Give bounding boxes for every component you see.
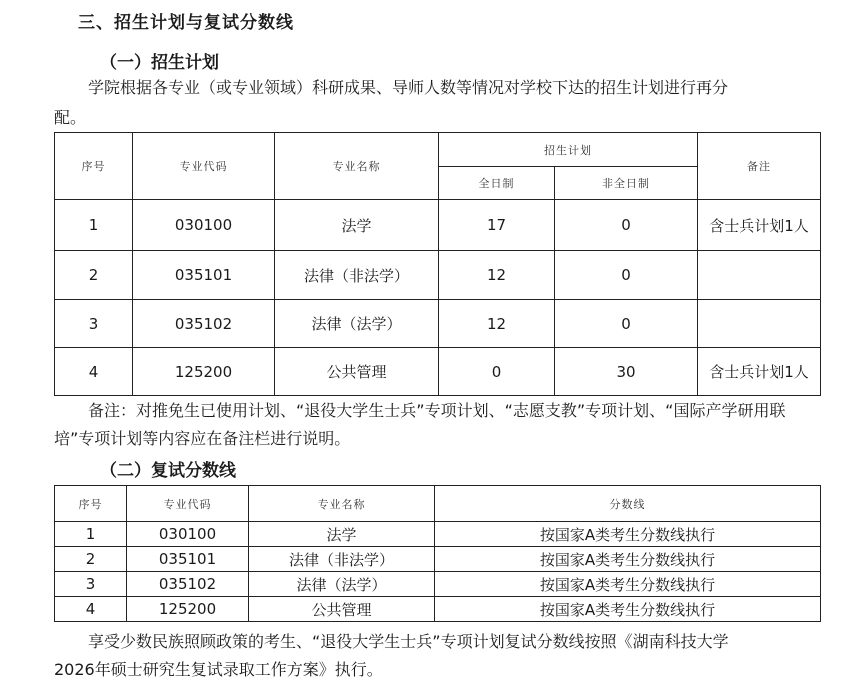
plan-intro-line2: 配。 [54, 108, 87, 127]
row-name: 公共管理 [275, 348, 439, 396]
table-row [55, 547, 821, 572]
row-fulltime: 0 [439, 348, 555, 396]
row-parttime: 0 [555, 300, 698, 348]
row-fulltime: 17 [439, 200, 555, 251]
score-footer-line1: 享受少数民族照顾政策的考生、“退役大学生士兵”专项计划复试分数线按照《湖南科技大学 [88, 632, 729, 651]
header-line: 分数线 [435, 486, 821, 522]
row-line: 按国家A类考生分数线执行 [435, 572, 821, 597]
row-seq: 1 [55, 522, 127, 547]
header-seq: 序号 [55, 486, 127, 522]
plan-title: （一）招生计划 [100, 53, 219, 73]
table-row [55, 200, 821, 251]
header-code: 专业代码 [127, 486, 249, 522]
row-name: 法律（法学） [275, 300, 439, 348]
row-fulltime: 12 [439, 251, 555, 300]
row-note [698, 300, 821, 348]
table-row [55, 572, 821, 597]
row-line: 按国家A类考生分数线执行 [435, 522, 821, 547]
score-line-table [54, 485, 821, 622]
header-name: 专业名称 [275, 133, 439, 200]
row-seq: 3 [55, 572, 127, 597]
row-seq: 3 [55, 300, 133, 348]
table-row [55, 522, 821, 547]
row-name: 法学 [275, 200, 439, 251]
row-note: 含士兵计划1人 [698, 348, 821, 396]
row-name: 公共管理 [249, 597, 435, 622]
row-line: 按国家A类考生分数线执行 [435, 547, 821, 572]
row-code: 035101 [133, 251, 275, 300]
section-title: 三、招生计划与复试分数线 [78, 13, 294, 33]
row-code: 030100 [127, 522, 249, 547]
row-parttime: 30 [555, 348, 698, 396]
header-fulltime: 全日制 [439, 167, 555, 200]
score-footer-line2: 2026年硕士研究生复试录取工作方案》执行。 [54, 660, 383, 679]
row-seq: 2 [55, 547, 127, 572]
row-parttime: 0 [555, 251, 698, 300]
row-seq: 1 [55, 200, 133, 251]
row-code: 035102 [127, 572, 249, 597]
score-title: （二）复试分数线 [100, 461, 236, 481]
row-name: 法律（非法学） [249, 547, 435, 572]
row-line: 按国家A类考生分数线执行 [435, 597, 821, 622]
header-plan: 招生计划 [439, 133, 698, 167]
header-seq: 序号 [55, 133, 133, 200]
row-seq: 4 [55, 597, 127, 622]
row-code: 125200 [133, 348, 275, 396]
row-code: 030100 [133, 200, 275, 251]
row-code: 035101 [127, 547, 249, 572]
row-parttime: 0 [555, 200, 698, 251]
row-seq: 4 [55, 348, 133, 396]
header-parttime: 非全日制 [555, 167, 698, 200]
row-name: 法学 [249, 522, 435, 547]
row-seq: 2 [55, 251, 133, 300]
row-code: 125200 [127, 597, 249, 622]
row-name: 法律（法学） [249, 572, 435, 597]
plan-intro-line1: 学院根据各专业（或专业领域）科研成果、导师人数等情况对学校下达的招生计划进行再分 [88, 78, 729, 97]
enrollment-plan-table [54, 132, 821, 396]
header-name: 专业名称 [249, 486, 435, 522]
table-row [55, 348, 821, 396]
plan-remark-line1: 备注：对推免生已使用计划、“退役大学生士兵”专项计划、“志愿支教”专项计划、“国际产学研用联 [88, 401, 786, 420]
row-fulltime: 12 [439, 300, 555, 348]
table-row [55, 251, 821, 300]
row-note: 含士兵计划1人 [698, 200, 821, 251]
row-name: 法律（非法学） [275, 251, 439, 300]
table-row [55, 300, 821, 348]
table-row [55, 597, 821, 622]
row-note [698, 251, 821, 300]
plan-remark-line2: 培”专项计划等内容应在备注栏进行说明。 [54, 429, 351, 448]
header-code: 专业代码 [133, 133, 275, 200]
row-code: 035102 [133, 300, 275, 348]
header-note: 备注 [698, 133, 821, 200]
